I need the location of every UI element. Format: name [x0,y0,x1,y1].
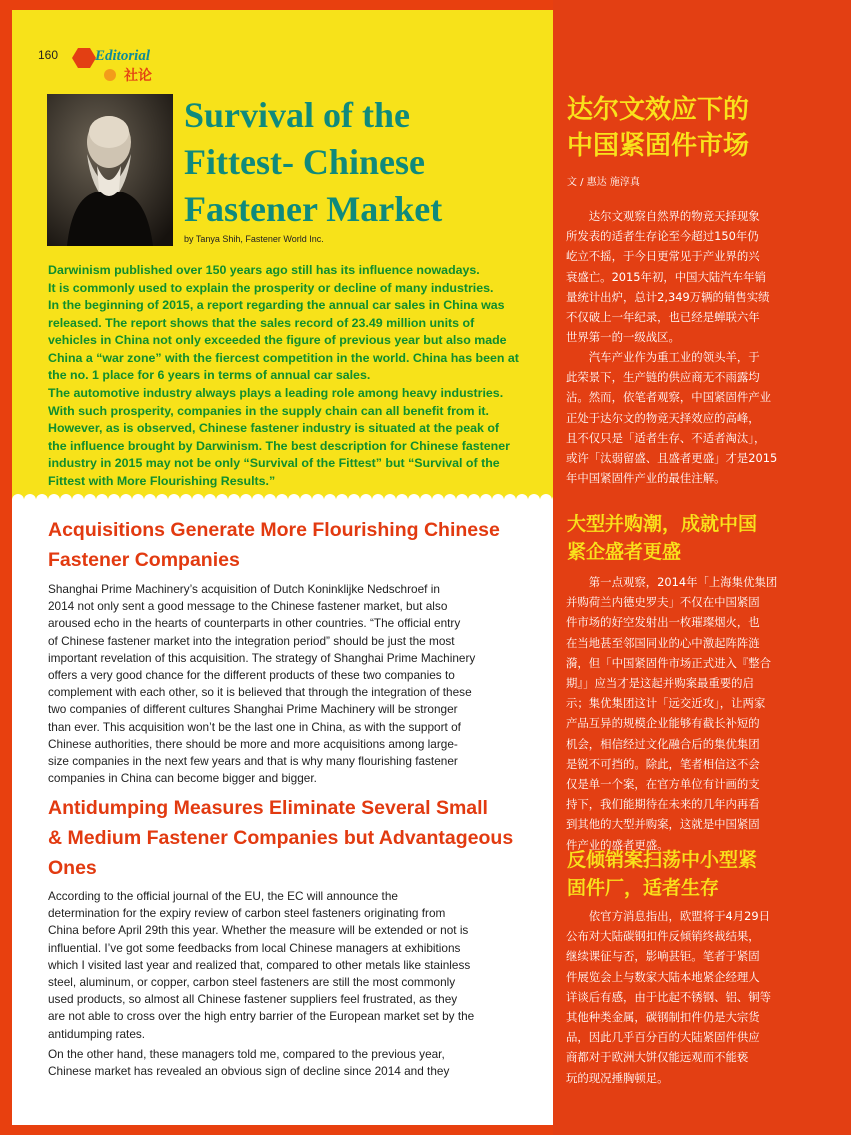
section-body-acquisitions [48,581,548,787]
text-line: 机会，相信经过文化融合后的集优集团 [566,736,760,751]
section-body-antidumping-1 [48,888,548,1043]
text-line: 屹立不摇，于今日更常见于产业界的兴 [566,249,760,264]
cn-paragraph-1 [566,206,806,347]
author-byline: by Tanya Shih, Fastener World Inc. [184,234,324,244]
text-line: which I visited last year and realized that, compared to other metals like stainless [48,957,471,972]
text-line: 正处于达尔文的物竞天择效应的高峰， [566,410,760,425]
darwin-portrait [47,94,173,246]
text-line: antidumping rates. [48,1026,146,1041]
text-line: 件市场的好空发射出一枚璀璨烟火，也 [566,615,760,630]
cn-author-byline: 文 / 惠达 施淳真 [567,177,640,188]
text-line: size companies in the next few years and that is why many flourishing fastener [48,754,458,769]
text-line: are not able to cross over the high entry barrier of the European market set by the [48,1009,475,1024]
text-line: 期』」应当才是这起并购案最重要的启 [566,676,754,691]
text-line: 继续课征与否，影响甚钜。笔者于紧固 [566,949,760,964]
text-line: 在当地甚至邻国同业的心中激起阵阵涟 [566,635,760,650]
article-title [184,92,544,233]
text-line: With such prosperity, companies in the supply chain can all benefit from it. [48,403,489,418]
text-line: 不仅破上一年纪录，也已经是蝉联六年 [566,310,760,325]
text-line: Chinese authorities, there should be more and more acquisitions among large- [48,736,458,751]
text-line: 且不仅只是「适者生存、不适者淘汰」， [566,430,766,445]
text-line: used products, so almost all Chinese fastener suppliers feel frustrated, as they [48,992,458,1007]
section-label-en: Editorial [95,48,151,64]
text-line: Chinese market has revealed an obvious sign of decline since 2014 and they [48,1064,450,1079]
text-line: 2014 not only sent a good message to the Chinese fastener market, but also [48,599,448,614]
text-line: Darwinism published over 150 years ago still has its influence nowadays. [48,263,480,277]
text-line: In the beginning of 2015, a report regarding the annual car sales in China was [48,298,505,312]
text-line: aroused echo in the hearts of counterparts in other countries. “The official entry [48,616,461,631]
intro-paragraph-1 [48,262,548,385]
cn-paragraph-3 [566,572,806,855]
text-line: 品，因此几乎百分百的大陆紧固件供应 [566,1030,760,1045]
text-line: 到其他的大型并购案，这就是中国紧固 [566,817,760,832]
text-line: offers a very good chance for the different products of these two companies to [48,668,455,683]
text-line: 此荣景下，生产链的供应商无不雨露均 [566,370,760,385]
text-line: 商都对于欧洲大饼仅能远观而不能亵 [566,1050,749,1065]
title-line: 达尔文效应下的 [567,95,750,125]
heading-line: 紧企盛者更盛 [567,541,682,563]
text-line: the influence brought by Darwinism. The best description for Chinese fastener [48,438,510,453]
text-line: 衰盛亡。2015年初，中国大陆汽车年销 [566,269,766,284]
heading-line: & Medium Fastener Companies but Advantageous [48,827,514,849]
text-line: 依官方消息指出，欧盟将于4月29日 [566,909,770,923]
title-line: Fastener Market [184,189,443,229]
cn-paragraph-4 [566,906,806,1088]
text-line: 示；集优集团这计「远交近攻」，让两家 [566,696,766,711]
text-line: 或许「汰弱留盛、且盛者更盛」才是2015 [566,451,778,466]
text-line: 件展览会上与数家大陆本地紧企经理人 [566,969,760,984]
text-line: 其他种类金属，碳钢制扣件仍是大宗货 [566,1010,760,1025]
text-line: industry in 2015 may not be only “Survival of the Fittest” but “Survival of the [48,456,500,470]
text-line: important revelation of this acquisition. The strategy of Shanghai Prime Machinery [48,650,476,665]
section-body-antidumping-2 [48,1046,548,1080]
text-line: companies in China can become bigger and bigger. [48,771,317,786]
text-line: 沾。然而，依笔者观察，中国紧固件产业 [566,390,772,405]
text-line: 年中国紧固件产业的最佳注解。 [566,471,726,486]
text-line: than ever. This acquisition won’t be the last one in China, as with the support of [48,719,461,734]
text-line: 公布对大陆碳钢扣件反倾销终裁结果， [566,929,760,944]
cn-heading-antidumping [567,846,757,902]
text-line: 持下，我们能期待在未来的几年内再看 [566,797,760,812]
text-line: of Chinese fastener market into the integration period” should be just the most [48,633,455,648]
text-line: 并购荷兰内德史罗夫」不仅在中国紧固 [566,595,760,610]
text-line: 漪，但「中国紧固件市场正式进入『整合 [566,655,772,670]
title-line: Fittest- Chinese [184,142,425,182]
text-line: However, as is observed, Chinese fastener industry is situated at the peak of [48,421,500,435]
text-line: vehicles in China not only exceeded the figure of previous year but also made [48,333,507,347]
text-line: determination for the expiry review of carbon steel fasteners originating from [48,906,446,921]
heading-line: 大型并购潮，成就中国 [567,513,758,535]
heading-line: Fastener Companies [48,549,240,571]
section-heading-acquisitions [48,515,500,575]
text-line: 件产业的盛者更盛。 [566,837,669,852]
text-line: 第一点观察，2014年「上海集优集团 [566,575,778,589]
text-line: steel, aluminum, or copper, carbon steel fasteners are still the most commonly [48,975,456,990]
text-line: 仅是单一个案，在官方单位有计画的支 [566,777,760,792]
cn-heading-acquisitions [567,510,757,566]
text-line: Fittest with More Flourishing Results.” [48,473,276,488]
cn-paragraph-2 [566,347,806,488]
text-line: According to the official journal of the EU, the EC will announce the [48,889,398,903]
text-line: the no. 1 place for 6 years in terms of annual car sales. [48,368,371,382]
heading-line: Antidumping Measures Eliminate Several Small [48,797,488,819]
text-line: 世界第一的一级战区。 [566,330,680,345]
text-line: 达尔文观察自然界的物竞天择现象 [566,209,760,223]
text-line: 是锐不可挡的。除此，笔者相信这不会 [566,756,760,771]
text-line: 详谈后有感，由于比起不锈钢、铝、铜等 [566,989,772,1004]
heading-line: 固件厂，适者生存 [567,877,720,899]
text-line: China before April 29th this year. Whether the measure will be extended or not is [48,923,469,938]
heading-line: Ones [48,857,97,879]
scalloped-divider [12,488,553,510]
text-line: 产品互异的规模企业能够有截长补短的 [566,716,760,731]
intro-paragraph-2 [48,385,548,490]
text-line: 所发表的适者生存论至今超过150年仍 [566,229,759,244]
text-line: 玩的现况捶胸顿足。 [566,1070,669,1085]
text-line: influential. I’ve got some feedbacks from local Chinese managers at exhibitions [48,940,461,955]
text-line: It is commonly used to explain the prosperity or decline of many industries. [48,280,494,295]
text-line: On the other hand, these managers told me, compared to the previous year, [48,1047,445,1061]
text-line: two companies of different cultures Shanghai Prime Machinery will be stronger [48,702,458,717]
section-label-cn: 社论 [124,68,152,84]
title-line: Survival of the [184,95,411,135]
title-line: 中国紧固件市场 [567,131,750,161]
heading-line: Acquisitions Generate More Flourishing Chinese [48,519,500,541]
text-line: Shanghai Prime Machinery’s acquisition of Dutch Koninklijke Nedschroef in [48,582,440,596]
heading-line: 反倾销案扫荡中小型紧 [567,849,758,871]
text-line: 量统计出炉，总计2,349万辆的销售实绩 [566,289,770,304]
page-number: 160 [38,48,59,62]
section-heading-antidumping [48,793,513,883]
text-line: The automotive industry always plays a leading role among heavy industries. [48,386,504,400]
text-line: released. The report shows that the sales record of 23.49 million units of [48,315,475,330]
text-line: China a “war zone” with the fiercest competition in the world. China has been at [48,350,519,365]
text-line: 汽车产业作为重工业的领头羊，于 [566,350,760,364]
cn-article-title [567,92,749,164]
text-line: complement with each other, so it is believed that through the integration of these [48,685,472,700]
